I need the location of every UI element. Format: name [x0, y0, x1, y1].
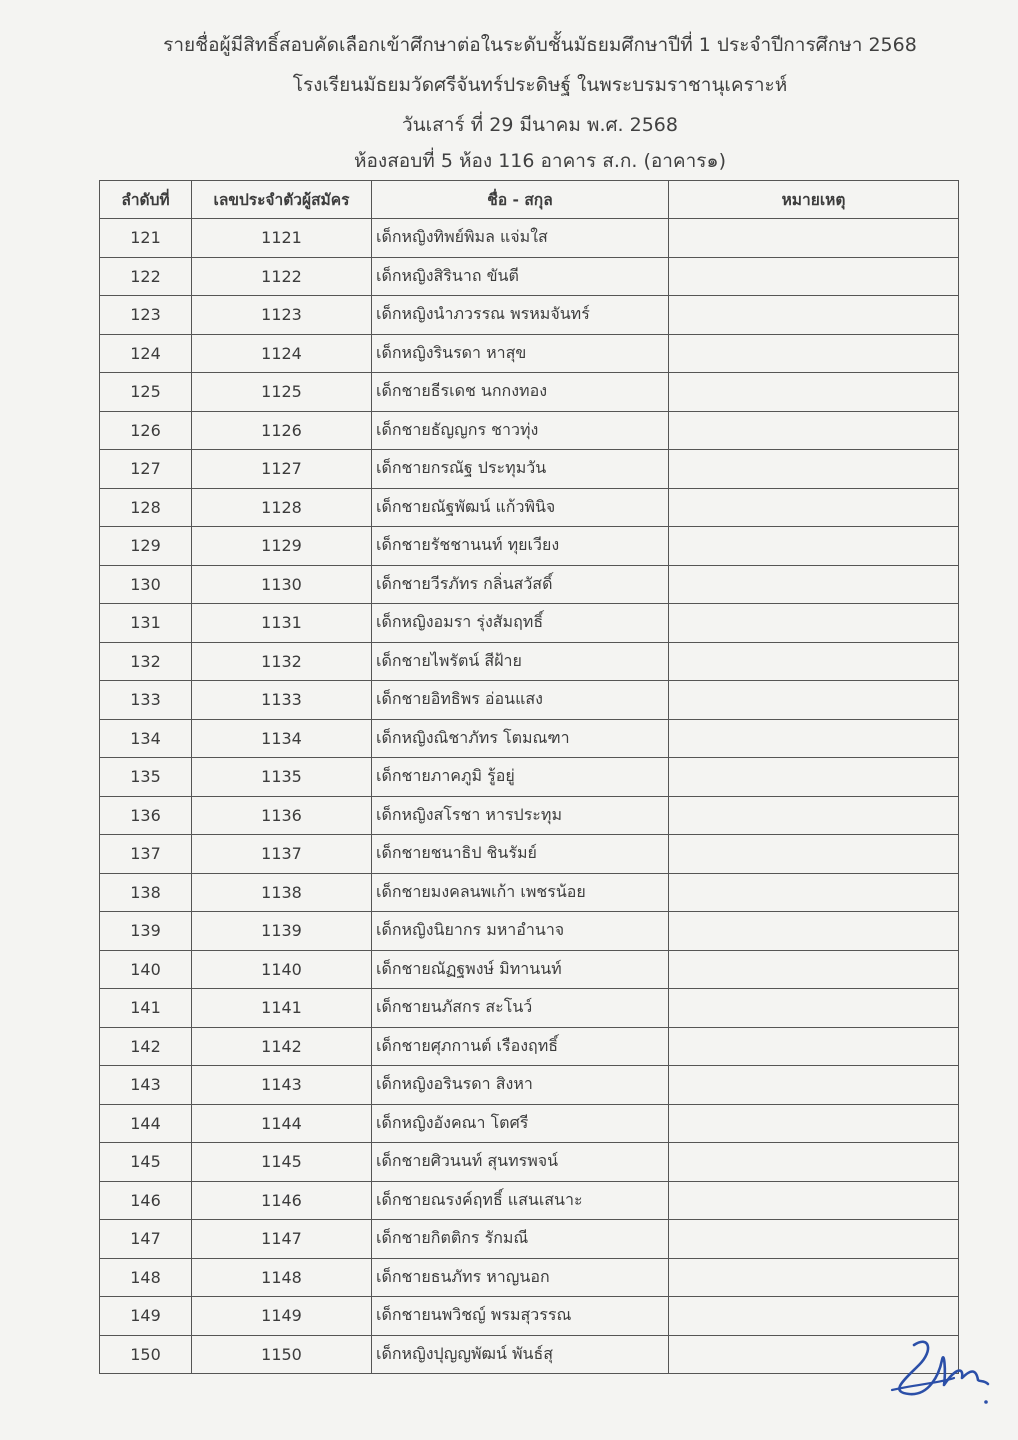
table-row — [100, 1104, 959, 1143]
student-name: เด็กชายชนาธิป ชินรัมย์ — [372, 835, 669, 874]
student-name: เด็กหญิงรินรดา หาสุข — [372, 334, 669, 373]
document-title: รายชื่อผู้มีสิทธิ์สอบคัดเลือกเข้าศึกษาต่อในระดับชั้นมัธยมศึกษาปีที่ 1 ประจำปีการศึกษา 2568 — [163, 34, 917, 56]
student-name: เด็กชายภาคภูมิ รู้อยู่ — [372, 758, 669, 797]
table-row — [100, 373, 959, 412]
student-name: เด็กหญิงปุญญพัฒน์ พันธ์สุ — [372, 1335, 669, 1374]
applicant-id: 1133 — [192, 681, 372, 720]
student-name: เด็กหญิงอรินรดา สิงหา — [372, 1066, 669, 1105]
table-row — [100, 1066, 959, 1105]
remark — [669, 527, 959, 566]
remark — [669, 565, 959, 604]
remark — [669, 1220, 959, 1259]
row-number: 144 — [100, 1104, 192, 1143]
applicant-id: 1137 — [192, 835, 372, 874]
remark — [669, 758, 959, 797]
school-name: โรงเรียนมัธยมวัดศรีจันทร์ประดิษฐ์ ในพระบรมราชานุเคราะห์ — [292, 74, 788, 96]
student-name: เด็กหญิงนิยากร มหาอำนาจ — [372, 912, 669, 951]
student-name: เด็กหญิงสโรชา หารประทุม — [372, 796, 669, 835]
column-header-no: ลำดับที่ — [100, 181, 192, 219]
remark — [669, 950, 959, 989]
applicant-id: 1134 — [192, 719, 372, 758]
applicant-id: 1143 — [192, 1066, 372, 1105]
row-number: 138 — [100, 873, 192, 912]
row-number: 123 — [100, 296, 192, 335]
table-row — [100, 1258, 959, 1297]
table-row — [100, 719, 959, 758]
student-name: เด็กหญิงณิชาภัทร โตมณฑา — [372, 719, 669, 758]
row-number: 125 — [100, 373, 192, 412]
applicant-id: 1147 — [192, 1220, 372, 1259]
remark — [669, 912, 959, 951]
table-row — [100, 1297, 959, 1336]
table-row — [100, 219, 959, 258]
student-name: เด็กชายณรงค์ฤทธิ์ แสนเสนาะ — [372, 1181, 669, 1220]
table-row — [100, 1181, 959, 1220]
remark — [669, 796, 959, 835]
applicant-id: 1138 — [192, 873, 372, 912]
student-name: เด็กชายอิทธิพร อ่อนแสง — [372, 681, 669, 720]
table-row — [100, 642, 959, 681]
table-row — [100, 681, 959, 720]
applicant-id: 1132 — [192, 642, 372, 681]
row-number: 149 — [100, 1297, 192, 1336]
table-row — [100, 411, 959, 450]
table-row — [100, 450, 959, 489]
applicant-id: 1144 — [192, 1104, 372, 1143]
student-name: เด็กชายรัชชานนท์ ทุยเวียง — [372, 527, 669, 566]
remark — [669, 719, 959, 758]
student-name: เด็กชายนภัสกร สะโนว์ — [372, 989, 669, 1028]
remark — [669, 257, 959, 296]
student-name: เด็กชายธีรเดช นกกงทอง — [372, 373, 669, 412]
row-number: 146 — [100, 1181, 192, 1220]
exam-date: วันเสาร์ ที่ 29 มีนาคม พ.ศ. 2568 — [402, 114, 678, 136]
student-name: เด็กหญิงอมรา รุ่งสัมฤทธิ์ — [372, 604, 669, 643]
table-row — [100, 950, 959, 989]
table-row — [100, 1335, 959, 1374]
table-row — [100, 1143, 959, 1182]
row-number: 141 — [100, 989, 192, 1028]
handwritten-signature-icon — [884, 1330, 1004, 1410]
remark — [669, 642, 959, 681]
applicant-id: 1130 — [192, 565, 372, 604]
applicant-id: 1124 — [192, 334, 372, 373]
applicant-id: 1136 — [192, 796, 372, 835]
applicant-id: 1125 — [192, 373, 372, 412]
applicant-id: 1150 — [192, 1335, 372, 1374]
table-row — [100, 758, 959, 797]
row-number: 140 — [100, 950, 192, 989]
remark — [669, 873, 959, 912]
exam-room: ห้องสอบที่ 5 ห้อง 116 อาคาร ส.ก. (อาคาร๑) — [353, 150, 726, 172]
table-row — [100, 1027, 959, 1066]
row-number: 136 — [100, 796, 192, 835]
applicant-id: 1139 — [192, 912, 372, 951]
applicant-id: 1131 — [192, 604, 372, 643]
row-number: 142 — [100, 1027, 192, 1066]
remark — [669, 681, 959, 720]
remark — [669, 296, 959, 335]
student-name: เด็กชายธัญญกร ชาวทุ่ง — [372, 411, 669, 450]
remark — [669, 1143, 959, 1182]
applicant-id: 1140 — [192, 950, 372, 989]
student-name: เด็กชายกรณัฐ ประทุมวัน — [372, 450, 669, 489]
applicant-id: 1127 — [192, 450, 372, 489]
table-row — [100, 257, 959, 296]
applicant-id: 1141 — [192, 989, 372, 1028]
remark — [669, 334, 959, 373]
remark — [669, 1104, 959, 1143]
row-number: 126 — [100, 411, 192, 450]
row-number: 121 — [100, 219, 192, 258]
table-row — [100, 835, 959, 874]
applicant-id: 1142 — [192, 1027, 372, 1066]
row-number: 139 — [100, 912, 192, 951]
applicant-id: 1146 — [192, 1181, 372, 1220]
row-number: 150 — [100, 1335, 192, 1374]
row-number: 133 — [100, 681, 192, 720]
applicant-id: 1122 — [192, 257, 372, 296]
candidate-table — [99, 180, 959, 1374]
remark — [669, 989, 959, 1028]
student-name: เด็กชายศิวนนท์ สุนทรพจน์ — [372, 1143, 669, 1182]
remark — [669, 373, 959, 412]
row-number: 135 — [100, 758, 192, 797]
remark — [669, 219, 959, 258]
student-name: เด็กชายธนภัทร หาญนอก — [372, 1258, 669, 1297]
remark — [669, 1066, 959, 1105]
column-header-remark: หมายเหตุ — [669, 181, 959, 219]
column-header-name: ชื่อ - สกุล — [372, 181, 669, 219]
applicant-id: 1123 — [192, 296, 372, 335]
student-name: เด็กหญิงนำภวรรณ พรหมจันทร์ — [372, 296, 669, 335]
student-name: เด็กชายศุภกานต์ เรืองฤทธิ์ — [372, 1027, 669, 1066]
remark — [669, 1027, 959, 1066]
row-number: 130 — [100, 565, 192, 604]
row-number: 148 — [100, 1258, 192, 1297]
remark — [669, 1181, 959, 1220]
table-row — [100, 796, 959, 835]
row-number: 127 — [100, 450, 192, 489]
applicant-id: 1135 — [192, 758, 372, 797]
student-name: เด็กหญิงทิพย์พิมล แจ่มใส — [372, 219, 669, 258]
row-number: 131 — [100, 604, 192, 643]
remark — [669, 450, 959, 489]
student-name: เด็กชายนพวิชญ์ พรมสุวรรณ — [372, 1297, 669, 1336]
student-name: เด็กหญิงอังคณา โตศรี — [372, 1104, 669, 1143]
table-row — [100, 296, 959, 335]
table-row — [100, 565, 959, 604]
row-number: 129 — [100, 527, 192, 566]
applicant-id: 1126 — [192, 411, 372, 450]
remark — [669, 411, 959, 450]
row-number: 143 — [100, 1066, 192, 1105]
table-row — [100, 604, 959, 643]
student-name: เด็กชายณัฐพัฒน์ แก้วพินิจ — [372, 488, 669, 527]
applicant-id: 1145 — [192, 1143, 372, 1182]
remark — [669, 604, 959, 643]
remark — [669, 835, 959, 874]
remark — [669, 488, 959, 527]
row-number: 137 — [100, 835, 192, 874]
applicant-id: 1121 — [192, 219, 372, 258]
column-header-applicant-id: เลขประจำตัวผู้สมัคร — [192, 181, 372, 219]
student-name: เด็กชายไพรัตน์ สีฝ้าย — [372, 642, 669, 681]
student-name: เด็กหญิงสิรินาถ ขันตี — [372, 257, 669, 296]
student-name: เด็กชายกิตติกร รักมณี — [372, 1220, 669, 1259]
row-number: 122 — [100, 257, 192, 296]
row-number: 147 — [100, 1220, 192, 1259]
row-number: 132 — [100, 642, 192, 681]
applicant-id: 1149 — [192, 1297, 372, 1336]
table-row — [100, 527, 959, 566]
table-row — [100, 989, 959, 1028]
table-row — [100, 488, 959, 527]
student-name: เด็กชายณัฏฐพงษ์ มิทานนท์ — [372, 950, 669, 989]
applicant-id: 1129 — [192, 527, 372, 566]
row-number: 134 — [100, 719, 192, 758]
table-row — [100, 334, 959, 373]
table-row — [100, 912, 959, 951]
student-name: เด็กชายมงคลนพเก้า เพชรน้อย — [372, 873, 669, 912]
student-name: เด็กชายวีรภัทร กลิ่นสวัสดิ์ — [372, 565, 669, 604]
row-number: 145 — [100, 1143, 192, 1182]
table-header-row — [100, 181, 959, 219]
applicant-id: 1148 — [192, 1258, 372, 1297]
remark — [669, 1258, 959, 1297]
row-number: 128 — [100, 488, 192, 527]
row-number: 124 — [100, 334, 192, 373]
applicant-id: 1128 — [192, 488, 372, 527]
table-row — [100, 873, 959, 912]
table-row — [100, 1220, 959, 1259]
